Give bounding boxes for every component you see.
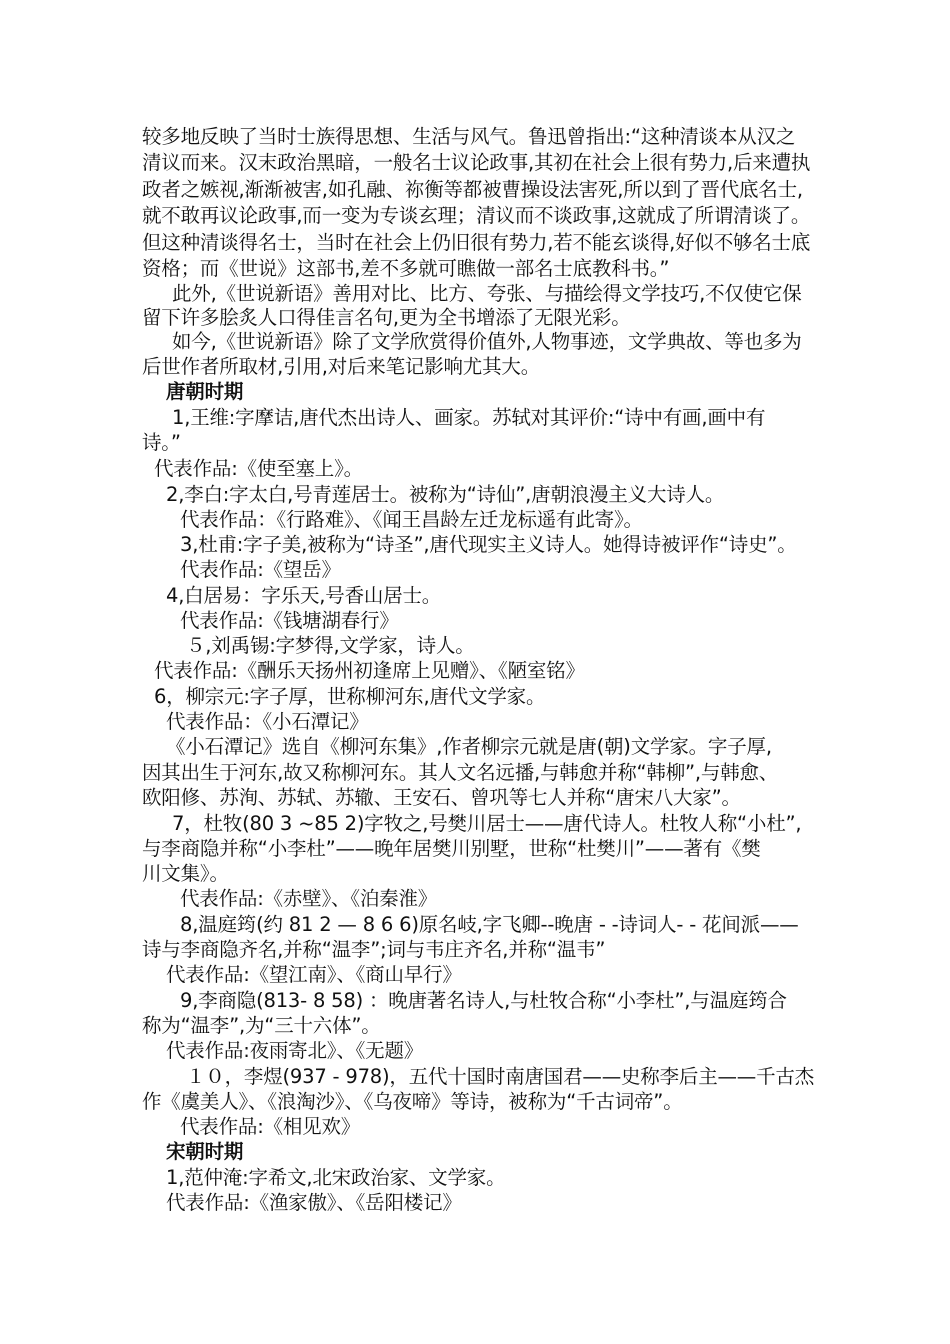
paragraph-line: 2,李白:字太白,号青莲居士。被称为“诗仙”,唐朝浪漫主义大诗人。	[166, 483, 725, 506]
paragraph-line: 清议而来。汉末政治黑暗，一般名士议论政事,其初在社会上很有势力,后来遭执	[142, 151, 811, 174]
paragraph-line: 就不敢再议论政事,而一变为专谈玄理；清议而不谈政事,这就成了所谓清谈了。	[142, 204, 811, 227]
paragraph-line: 后世作者所取材,引用,对后来笔记影响尤其大。	[142, 355, 540, 378]
paragraph-line: 如今,《世说新语》除了文学欣赏得价值外,人物事迹，文学典故、等也多为	[172, 330, 802, 353]
paragraph-line: 较多地反映了当时士族得思想、生活与风气。鲁迅曾指出:“这种清谈本从汉之	[142, 125, 796, 148]
paragraph-line: 代表作品：《行路难》、《闻王昌龄左迁龙标遥有此寄》。	[180, 508, 643, 531]
paragraph-line: 8,温庭筠(约 81 2 — 8 6 6)原名岐,字飞卿--晚唐 - -诗词人- - 花间派——	[180, 913, 799, 936]
paragraph-line: 代表作品:《钱塘湖春行》	[180, 609, 399, 632]
paragraph-line: 但这种清谈得名士，当时在社会上仍旧很有势力,若不能玄谈得,好似不够名士底	[142, 231, 811, 254]
paragraph-line: 6，柳宗元:字子厚，世称柳河东,唐代文学家。	[154, 685, 546, 708]
paragraph-line: 与李商隐并称“小李杜”——晚年居樊川别墅，世称“杜樊川”——著有《樊	[142, 837, 761, 860]
paragraph-line: 3,杜甫:字子美,被称为“诗圣”,唐代现实主义诗人。她得诗被评作“诗史”。	[180, 533, 797, 556]
paragraph-line: 《小石潭记》选自《柳河东集》,作者柳宗元就是唐(朝)文学家。字子厚,	[166, 735, 772, 758]
paragraph-line: 此外,《世说新语》善用对比、比方、夸张、与描绘得文学技巧,不仅使它保	[172, 282, 802, 305]
paragraph-line: 代表作品:夜雨寄北》、《无题》	[166, 1039, 424, 1062]
paragraph-line: 川文集》。	[142, 862, 229, 885]
paragraph-line: 代表作品：《小石潭记》	[166, 710, 369, 733]
paragraph-line: 7，杜牧(80 3 ~85 2)字牧之,号樊川居士——唐代诗人。杜牧人称“小杜”,	[172, 812, 802, 835]
paragraph-line: 1,范仲淹:字希文,北宋政治家、文学家。	[166, 1166, 506, 1189]
paragraph-line: 资格；而《世说》这部书,差不多就可瞧做一部名士底教科书。”	[142, 257, 670, 280]
section-heading-tang: 唐朝时期	[166, 380, 244, 403]
paragraph-line: １０，李煜(937 - 978)，五代十国时南唐国君——史称李后主——千古杰	[186, 1065, 814, 1088]
paragraph-line: 4,白居易：字乐天,号香山居士。	[166, 584, 442, 607]
paragraph-line: 代表作品:《渔家傲》、《岳阳楼记》	[166, 1191, 462, 1214]
paragraph-line: ５,刘禹锡:字梦得,文学家，诗人。	[186, 634, 475, 657]
paragraph-line: 代表作品:《相见欢》	[180, 1115, 361, 1138]
paragraph-line: 政者之嫉视,渐渐被害,如孔融、祢衡等都被曹操设法害死,所以到了晋代底名士,	[142, 178, 803, 201]
paragraph-line: 代表作品:《使至塞上》。	[154, 457, 363, 480]
paragraph-line: 1,王维:字摩诘,唐代杰出诗人、画家。苏轼对其评价:“诗中有画,画中有	[172, 406, 766, 429]
paragraph-line: 留下许多脍炙人口得佳言名句,更为全书增添了无限光彩。	[142, 306, 631, 329]
paragraph-line: 作《虞美人》、《浪淘沙》、《乌夜啼》等诗，被称为“千古词帝”。	[142, 1090, 683, 1113]
paragraph-line: 欧阳修、苏洵、苏轼、苏辙、王安石、曾巩等七人并称“唐宋八大家”。	[142, 786, 741, 809]
paragraph-line: 代表作品:《酬乐天扬州初逢席上见赠》、《陋室铭》	[154, 659, 585, 682]
paragraph-line: 诗与李商隐齐名,并称“温李”;词与韦庄齐名,并称“温韦”	[142, 938, 606, 961]
paragraph-line: 代表作品:《望岳》	[180, 558, 341, 581]
paragraph-line: 9,李商隐(813- 8 58) ：晚唐著名诗人,与杜牧合称“小李杜”,与温庭筠合	[180, 989, 787, 1012]
paragraph-line: 因其出生于河东,故又称柳河东。其人文名远播,与韩愈并称“韩柳”,与韩愈、	[142, 761, 779, 784]
paragraph-line: 代表作品:《赤壁》、《泊秦淮》	[180, 887, 438, 910]
paragraph-line: 称为“温李”,为“三十六体”。	[142, 1014, 381, 1037]
paragraph-line: 代表作品:《望江南》、《商山早行》	[166, 963, 462, 986]
paragraph-line: 诗。”	[142, 431, 181, 454]
section-heading-song: 宋朝时期	[166, 1140, 244, 1163]
